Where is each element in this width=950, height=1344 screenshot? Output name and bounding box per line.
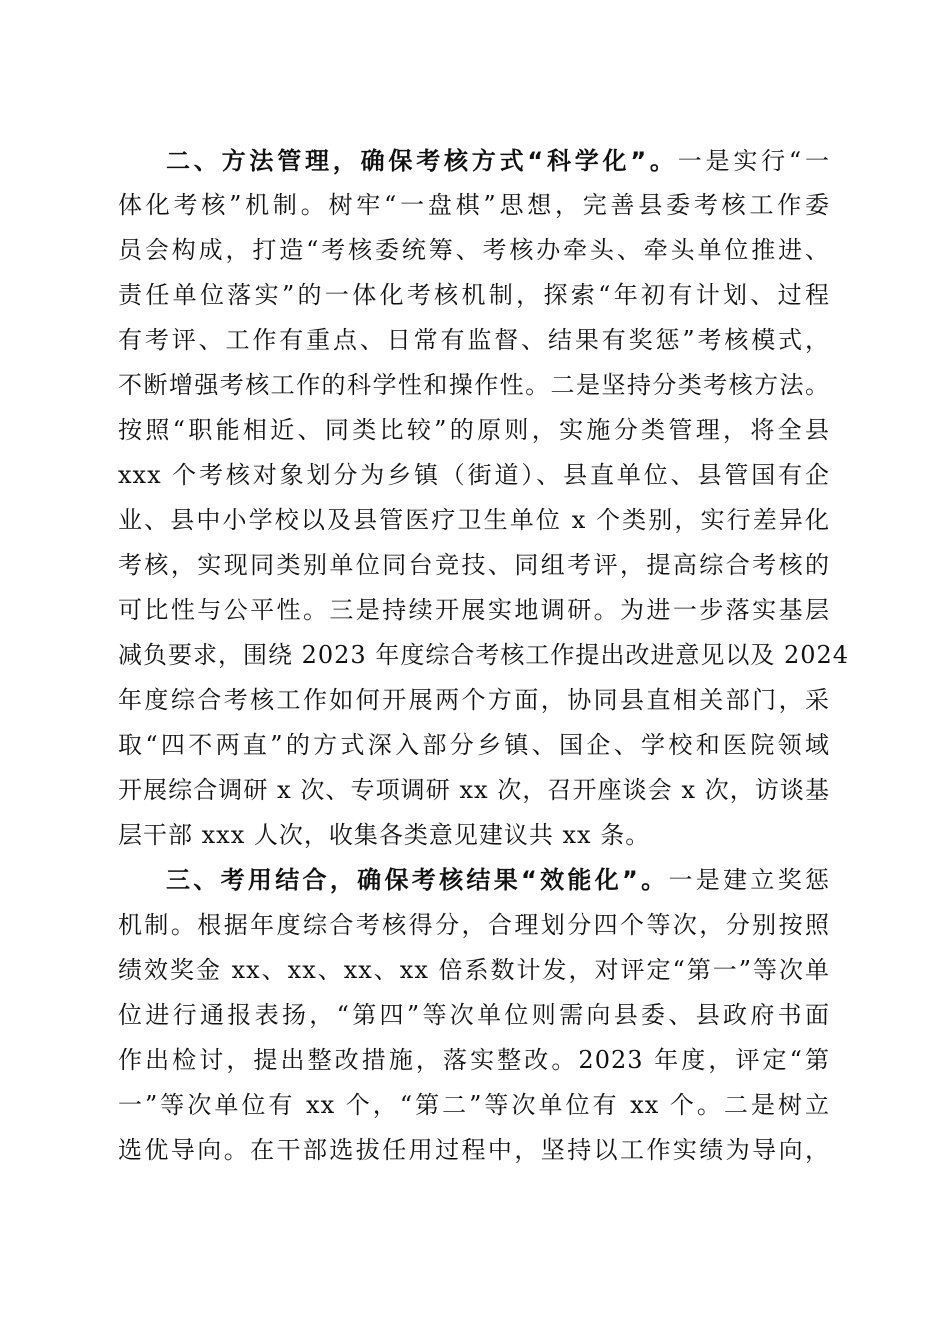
section2-line-7: 按照“职能相近、同类比较”的原则，实施分类管理，将全县 xyxy=(118,416,830,444)
section3-line-1-text: 一是建立奖惩 xyxy=(668,866,831,894)
section3-line-1 xyxy=(166,858,830,902)
section2-line-2: 体化考核”机制。树牢“一盘棋”思想，完善县委考核工作委 xyxy=(118,191,830,219)
section2-line-5: 有考评、工作有重点、日常有监督、结果有奖惩”考核模式， xyxy=(118,326,830,354)
section2-line-3: 员会构成，打造“考核委统筹、考核办牵头、牵头单位推进、 xyxy=(118,236,830,264)
section2-line-4: 责任单位落实”的一体化考核机制，探索“年初有计划、过程 xyxy=(118,281,830,309)
section2-line-8: xxx 个考核对象划分为乡镇（街道）、县直单位、县管国有企 xyxy=(118,461,830,489)
section3-line-6: 一”等次单位有 xx 个，“第二”等次单位有 xx 个。二是树立 xyxy=(118,1091,830,1119)
section2-line-9: 业、县中小学校以及县管医疗卫生单位 x 个类别，实行差异化 xyxy=(118,506,830,534)
section3-line-2: 机制。根据年度综合考核得分，合理划分四个等次，分别按照 xyxy=(118,911,830,939)
section2-line-1-text: 一是实行“一 xyxy=(677,147,830,175)
section3-line-7: 选优导向。在干部选拔任用过程中，坚持以工作实绩为导向， xyxy=(118,1136,830,1164)
section2-heading: 二、方法管理，确保考核方式“科学化”。 xyxy=(166,147,678,175)
section3-heading: 三、考用结合，确保考核结果“效能化”。 xyxy=(166,866,669,894)
section3-line-4: 位进行通报表扬，“第四”等次单位则需向县委、县政府书面 xyxy=(118,1001,830,1029)
section2-line-14: 取“四不两直”的方式深入部分乡镇、国企、学校和医院领域 xyxy=(118,731,830,759)
section2-line-15: 开展综合调研 x 次、专项调研 xx 次，召开座谈会 x 次，访谈基 xyxy=(118,776,830,804)
section2-line-6: 不断增强考核工作的科学性和操作性。二是坚持分类考核方法。 xyxy=(118,371,830,399)
section2-line-11: 可比性与公平性。三是持续开展实地调研。为进一步落实基层 xyxy=(118,596,830,624)
section2-line-12: 减负要求，围绕 2023 年度综合考核工作提出改进意见以及 2024 xyxy=(118,641,850,669)
section2-line-16: 层干部 xxx 人次，收集各类意见建议共 xx 条。 xyxy=(118,821,651,849)
section3-line-3: 绩效奖金 xx、xx、xx、xx 倍系数计发，对评定“第一”等次单 xyxy=(118,956,830,984)
section2-line-10: 考核，实现同类别单位同台竞技、同组考评，提高综合考核的 xyxy=(118,551,830,579)
section2-line-13: 年度综合考核工作如何开展两个方面，协同县直相关部门，采 xyxy=(118,686,830,714)
section2-line-1 xyxy=(166,139,830,183)
section3-line-5: 作出检讨，提出整改措施，落实整改。2023 年度，评定“第 xyxy=(118,1046,830,1074)
